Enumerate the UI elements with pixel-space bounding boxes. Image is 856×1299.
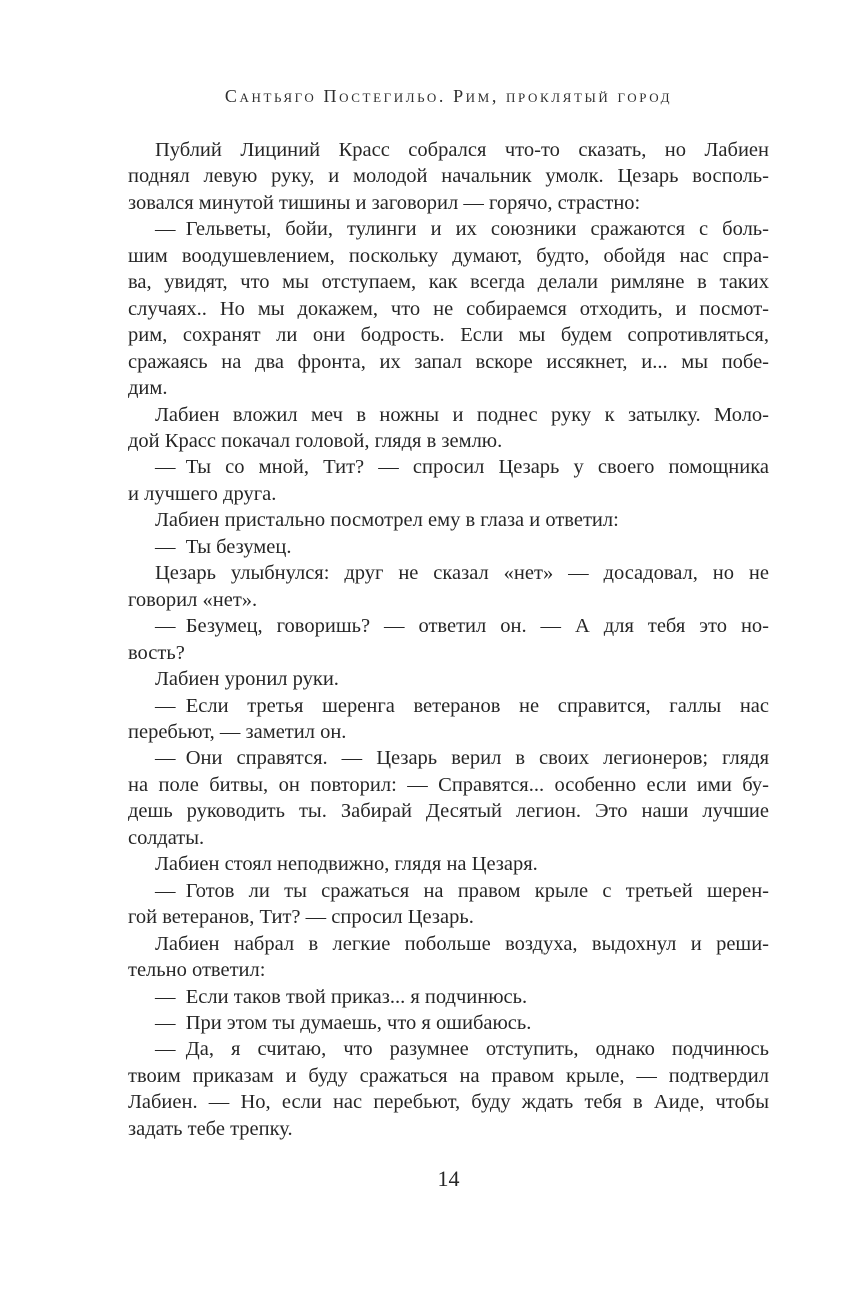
text-line: поднял левую руку, и молодой начальник умолк. Цезарь восполь- [128,165,769,188]
text-line: — Безумец, говоришь? — ответил он. — А для тебя это но- [155,615,769,638]
text-line: дим. [128,377,168,400]
text-line: Лабиен уронил руки. [155,668,339,691]
text-line: ва, увидят, что мы отступаем, как всегда делали римляне в таких [128,271,769,294]
text-line: и лучшего друга. [128,482,277,505]
running-header: Сантьяго Постегильо. Рим, проклятый город [224,86,673,106]
text-line: сражаясь на два фронта, их запал вскоре иссякнет, и... мы побе- [128,350,769,373]
text-line: — Да, я считаю, что разумнее отступить, однако подчинюсь [155,1038,769,1061]
text-line: перебьют, — заметил он. [128,720,347,743]
text-line: Лабиен вложил меч в ножны и поднес руку к затылку. Моло- [155,403,769,426]
text-line: тельно ответил: [128,959,266,982]
text-line: шим воодушевлением, поскольку думают, будто, обойдя нас спра- [128,244,769,267]
text-line: на поле битвы, он повторил: — Справятся... особенно если ими бу- [128,773,769,796]
page-text [128,137,769,1142]
text-line: дой Красс покачал головой, глядя в землю. [128,429,503,452]
text-line: твоим приказам и буду сражаться на правом крыле, — подтвердил [128,1064,769,1087]
text-line: говорил «нет». [128,588,258,611]
text-line: Лабиен набрал в легкие побольше воздуха, выдохнул и реши- [155,932,769,955]
text-line: — Они справятся. — Цезарь верил в своих легионеров; глядя [155,747,769,770]
text-line: — Ты со мной, Тит? — спросил Цезарь у своего помощника [155,456,769,479]
text-line: Лабиен стоял неподвижно, глядя на Цезаря. [155,853,538,876]
text-line: зовался минутой тишины и заговорил — горячо, страстно: [128,191,641,214]
text-line: гой ветеранов, Тит? — спросил Цезарь. [128,906,474,929]
text-line: — При этом ты думаешь, что я ошибаюсь. [155,1011,532,1034]
text-line: — Ты безумец. [155,535,292,558]
page-number: 14 [437,1166,460,1191]
text-line: вость? [128,641,185,664]
text-line: солдаты. [128,826,205,849]
text-line: — Готов ли ты сражаться на правом крыле с третьей шерен- [155,879,769,902]
text-line: Лабиен пристально посмотрел ему в глаза и ответил: [155,509,619,532]
text-line: Лабиен. — Но, если нас перебьют, буду ждать тебя в Аиде, чтобы [128,1091,769,1114]
text-line: задать тебе трепку. [128,1117,293,1140]
text-line: — Гельветы, бойи, тулинги и их союзники сражаются с боль- [155,218,769,241]
text-line: дешь руководить ты. Забирай Десятый легион. Это наши лучшие [128,800,769,823]
text-line: — Если третья шеренга ветеранов не справится, галлы нас [155,694,769,717]
text-line: Публий Лициний Красс собрался что-то сказать, но Лабиен [155,139,769,161]
text-line: рим, сохранят ли они бодрость. Если мы будем сопротивляться, [128,324,769,347]
text-line: Цезарь улыбнулся: друг не сказал «нет» — досадовал, но не [155,562,769,585]
text-line: случаях.. Но мы докажем, что не собираемся отходить, и посмот- [128,297,769,320]
text-line: — Если таков твой приказ... я подчинюсь. [155,985,528,1008]
